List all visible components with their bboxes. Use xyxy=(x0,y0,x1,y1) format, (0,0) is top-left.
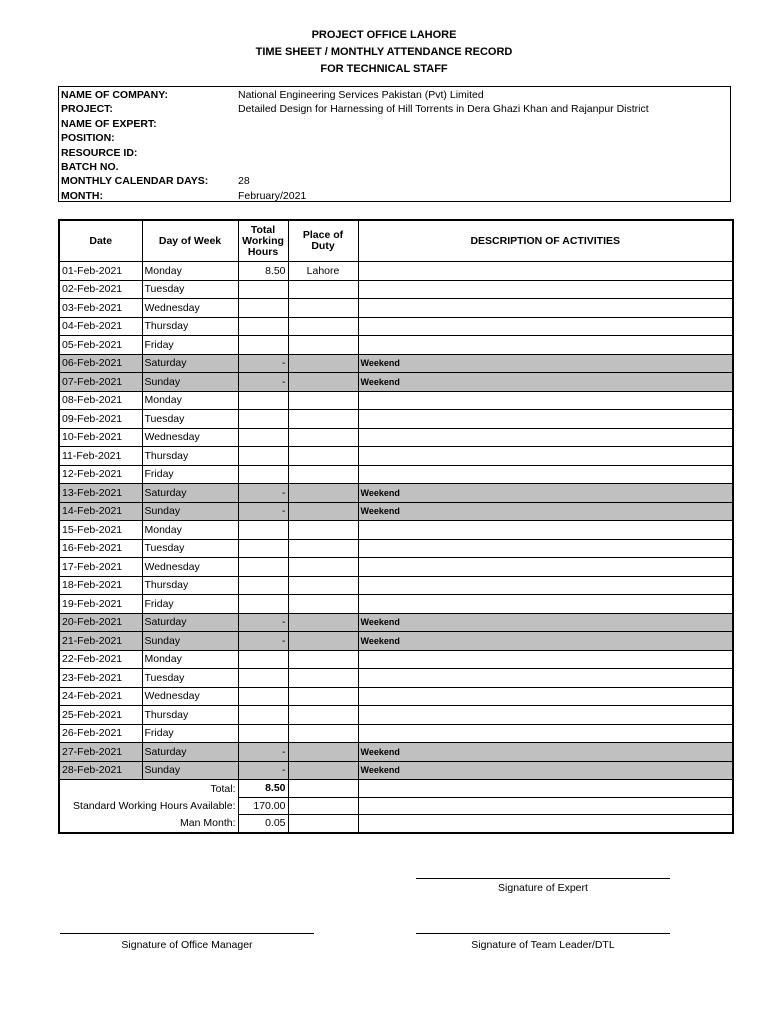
cell-description xyxy=(358,539,733,558)
team-leader-signature-label: Signature of Team Leader/DTL xyxy=(471,939,615,951)
table-row xyxy=(59,595,733,614)
table-row xyxy=(59,280,733,299)
cell-day: Thursday xyxy=(142,317,238,336)
table-row xyxy=(59,558,733,577)
cell-place xyxy=(288,595,358,614)
table-row xyxy=(59,447,733,466)
summary-label: Total: xyxy=(59,780,238,798)
info-label: NAME OF COMPANY: xyxy=(61,89,168,101)
cell-hours xyxy=(238,650,288,669)
cell-hours xyxy=(238,576,288,595)
info-label: MONTH: xyxy=(61,189,103,202)
cell-place xyxy=(288,410,358,429)
cell-place: Lahore xyxy=(288,262,358,281)
cell-date: 22-Feb-2021 xyxy=(59,650,142,669)
table-row xyxy=(59,521,733,540)
summary-empty-cell xyxy=(358,797,733,815)
info-value: National Engineering Services Pakistan (Pvt) Limited xyxy=(238,89,484,101)
cell-description xyxy=(358,336,733,355)
cell-day: Sunday xyxy=(142,761,238,780)
cell-description xyxy=(358,687,733,706)
summary-empty-cell xyxy=(358,780,733,798)
cell-description xyxy=(358,465,733,484)
cell-date: 07-Feb-2021 xyxy=(59,373,142,392)
cell-day: Wednesday xyxy=(142,558,238,577)
info-label: BATCH NO. xyxy=(61,160,119,173)
summary-row xyxy=(59,815,733,833)
cell-place xyxy=(288,317,358,336)
cell-description xyxy=(358,521,733,540)
cell-date: 23-Feb-2021 xyxy=(59,669,142,688)
cell-place xyxy=(288,484,358,503)
cell-description xyxy=(358,428,733,447)
cell-description xyxy=(358,724,733,743)
cell-date: 02-Feb-2021 xyxy=(59,280,142,299)
cell-hours xyxy=(238,687,288,706)
cell-description: Weekend xyxy=(358,502,733,521)
cell-hours xyxy=(238,706,288,725)
info-row xyxy=(59,131,730,145)
table-row xyxy=(59,317,733,336)
info-row xyxy=(59,88,730,102)
cell-hours xyxy=(238,391,288,410)
cell-hours xyxy=(238,558,288,577)
cell-description: Weekend xyxy=(358,613,733,632)
document-title xyxy=(0,27,768,78)
cell-place xyxy=(288,558,358,577)
cell-date: 26-Feb-2021 xyxy=(59,724,142,743)
cell-date: 25-Feb-2021 xyxy=(59,706,142,725)
table-row xyxy=(59,761,733,780)
table-row xyxy=(59,706,733,725)
cell-hours xyxy=(238,410,288,429)
cell-day: Wednesday xyxy=(142,687,238,706)
expert-signature-label: Signature of Expert xyxy=(498,882,588,894)
cell-day: Thursday xyxy=(142,576,238,595)
table-row xyxy=(59,373,733,392)
table-row xyxy=(59,743,733,762)
cell-place xyxy=(288,336,358,355)
office-manager-signature-line xyxy=(60,933,314,934)
cell-place xyxy=(288,465,358,484)
cell-description: Weekend xyxy=(358,632,733,651)
table-row xyxy=(59,428,733,447)
cell-date: 09-Feb-2021 xyxy=(59,410,142,429)
cell-place xyxy=(288,761,358,780)
table-row xyxy=(59,484,733,503)
table-row xyxy=(59,632,733,651)
cell-date: 16-Feb-2021 xyxy=(59,539,142,558)
cell-day: Monday xyxy=(142,650,238,669)
info-box xyxy=(58,86,731,202)
team-leader-signature-line xyxy=(416,933,670,934)
cell-day: Friday xyxy=(142,465,238,484)
cell-place xyxy=(288,669,358,688)
summary-empty-cell xyxy=(358,815,733,833)
column-header-description: DESCRIPTION OF ACTIVITIES xyxy=(358,220,733,262)
cell-place xyxy=(288,428,358,447)
cell-day: Thursday xyxy=(142,706,238,725)
cell-hours xyxy=(238,521,288,540)
cell-place xyxy=(288,687,358,706)
table-row xyxy=(59,669,733,688)
cell-description xyxy=(358,317,733,336)
cell-date: 03-Feb-2021 xyxy=(59,299,142,318)
info-row xyxy=(59,102,730,116)
cell-place xyxy=(288,650,358,669)
table-row xyxy=(59,502,733,521)
cell-place xyxy=(288,391,358,410)
cell-place xyxy=(288,354,358,373)
cell-hours xyxy=(238,465,288,484)
cell-hours xyxy=(238,428,288,447)
cell-day: Tuesday xyxy=(142,410,238,429)
expert-signature-line xyxy=(416,878,670,879)
cell-day: Tuesday xyxy=(142,669,238,688)
info-value: February/2021 xyxy=(238,189,307,202)
cell-hours xyxy=(238,595,288,614)
summary-empty-cell xyxy=(288,815,358,833)
cell-hours xyxy=(238,539,288,558)
cell-day: Wednesday xyxy=(142,299,238,318)
cell-day: Friday xyxy=(142,595,238,614)
cell-description xyxy=(358,262,733,281)
cell-description: Weekend xyxy=(358,484,733,503)
cell-hours xyxy=(238,280,288,299)
info-label: MONTHLY CALENDAR DAYS: xyxy=(61,175,209,188)
cell-hours xyxy=(238,669,288,688)
table-row xyxy=(59,539,733,558)
cell-hours xyxy=(238,447,288,466)
summary-value: 170.00 xyxy=(238,797,288,815)
cell-hours: - xyxy=(238,632,288,651)
info-row xyxy=(59,189,730,203)
cell-date: 17-Feb-2021 xyxy=(59,558,142,577)
cell-date: 13-Feb-2021 xyxy=(59,484,142,503)
cell-date: 20-Feb-2021 xyxy=(59,613,142,632)
table-row xyxy=(59,336,733,355)
table-row xyxy=(59,465,733,484)
cell-date: 14-Feb-2021 xyxy=(59,502,142,521)
cell-description xyxy=(358,447,733,466)
table-row xyxy=(59,613,733,632)
cell-description xyxy=(358,576,733,595)
info-row xyxy=(59,117,730,131)
cell-day: Monday xyxy=(142,391,238,410)
cell-date: 06-Feb-2021 xyxy=(59,354,142,373)
cell-day: Friday xyxy=(142,724,238,743)
cell-place xyxy=(288,502,358,521)
cell-date: 19-Feb-2021 xyxy=(59,595,142,614)
info-value: 28 xyxy=(238,175,250,188)
cell-description: Weekend xyxy=(358,761,733,780)
info-row xyxy=(59,174,730,188)
cell-hours: - xyxy=(238,613,288,632)
cell-place xyxy=(288,632,358,651)
cell-place xyxy=(288,299,358,318)
table-row xyxy=(59,410,733,429)
cell-hours: - xyxy=(238,743,288,762)
cell-description xyxy=(358,558,733,577)
table-row xyxy=(59,391,733,410)
cell-day: Monday xyxy=(142,521,238,540)
cell-place xyxy=(288,373,358,392)
cell-date: 01-Feb-2021 xyxy=(59,262,142,281)
info-value: Detailed Design for Harnessing of Hill Torrents in Dera Ghazi Khan and Rajanpur District xyxy=(238,103,649,116)
cell-place xyxy=(288,724,358,743)
column-header-day: Day of Week xyxy=(142,220,238,262)
cell-place xyxy=(288,447,358,466)
table-row xyxy=(59,262,733,281)
cell-place xyxy=(288,576,358,595)
attendance-table xyxy=(58,219,734,834)
table-row xyxy=(59,687,733,706)
cell-day: Saturday xyxy=(142,484,238,503)
cell-place xyxy=(288,743,358,762)
cell-date: 28-Feb-2021 xyxy=(59,761,142,780)
cell-description xyxy=(358,669,733,688)
cell-day: Sunday xyxy=(142,502,238,521)
cell-description xyxy=(358,650,733,669)
cell-date: 15-Feb-2021 xyxy=(59,521,142,540)
cell-hours xyxy=(238,336,288,355)
title-line-office: PROJECT OFFICE LAHORE xyxy=(311,29,457,41)
table-row xyxy=(59,299,733,318)
cell-hours xyxy=(238,299,288,318)
info-row xyxy=(59,160,730,174)
office-manager-signature-label: Signature of Office Manager xyxy=(121,939,253,951)
cell-description: Weekend xyxy=(358,373,733,392)
cell-date: 08-Feb-2021 xyxy=(59,391,142,410)
cell-date: 18-Feb-2021 xyxy=(59,576,142,595)
cell-day: Tuesday xyxy=(142,539,238,558)
table-row xyxy=(59,354,733,373)
cell-date: 11-Feb-2021 xyxy=(59,447,142,466)
cell-day: Sunday xyxy=(142,632,238,651)
cell-hours xyxy=(238,317,288,336)
cell-day: Monday xyxy=(142,262,238,281)
cell-date: 27-Feb-2021 xyxy=(59,743,142,762)
cell-place xyxy=(288,539,358,558)
info-row xyxy=(59,146,730,160)
cell-day: Saturday xyxy=(142,354,238,373)
cell-date: 21-Feb-2021 xyxy=(59,632,142,651)
summary-value: 8.50 xyxy=(238,780,288,798)
cell-description xyxy=(358,595,733,614)
cell-hours: - xyxy=(238,484,288,503)
cell-day: Sunday xyxy=(142,373,238,392)
cell-date: 12-Feb-2021 xyxy=(59,465,142,484)
table-row xyxy=(59,650,733,669)
cell-description xyxy=(358,410,733,429)
column-header-hours: Total Working Hours xyxy=(238,220,288,262)
cell-day: Saturday xyxy=(142,613,238,632)
info-label: NAME OF EXPERT: xyxy=(61,117,157,130)
cell-description: Weekend xyxy=(358,743,733,762)
info-label: PROJECT: xyxy=(61,103,113,116)
summary-empty-cell xyxy=(288,797,358,815)
summary-label: Standard Working Hours Available: xyxy=(59,797,238,815)
cell-hours: - xyxy=(238,354,288,373)
cell-place xyxy=(288,521,358,540)
cell-day: Thursday xyxy=(142,447,238,466)
column-header-place: Place of Duty xyxy=(288,220,358,262)
cell-description xyxy=(358,299,733,318)
cell-day: Tuesday xyxy=(142,280,238,299)
cell-description xyxy=(358,280,733,299)
table-row xyxy=(59,724,733,743)
cell-day: Friday xyxy=(142,336,238,355)
cell-hours: - xyxy=(238,761,288,780)
cell-day: Saturday xyxy=(142,743,238,762)
column-header-date: Date xyxy=(59,220,142,262)
cell-place xyxy=(288,706,358,725)
title-line-staff: FOR TECHNICAL STAFF xyxy=(320,63,448,75)
info-label: POSITION: xyxy=(61,132,115,145)
cell-hours: - xyxy=(238,373,288,392)
summary-value: 0.05 xyxy=(238,815,288,833)
cell-hours: 8.50 xyxy=(238,262,288,281)
cell-place xyxy=(288,613,358,632)
cell-description xyxy=(358,391,733,410)
info-label: RESOURCE ID: xyxy=(61,146,138,159)
table-row xyxy=(59,576,733,595)
summary-empty-cell xyxy=(288,780,358,798)
summary-row xyxy=(59,780,733,798)
table-header-row xyxy=(59,220,733,262)
cell-description: Weekend xyxy=(358,354,733,373)
cell-date: 24-Feb-2021 xyxy=(59,687,142,706)
summary-row xyxy=(59,797,733,815)
cell-place xyxy=(288,280,358,299)
cell-date: 04-Feb-2021 xyxy=(59,317,142,336)
summary-label: Man Month: xyxy=(59,815,238,833)
title-line-timesheet: TIME SHEET / MONTHLY ATTENDANCE RECORD xyxy=(255,46,513,58)
cell-date: 05-Feb-2021 xyxy=(59,336,142,355)
cell-hours xyxy=(238,724,288,743)
cell-date: 10-Feb-2021 xyxy=(59,428,142,447)
cell-description xyxy=(358,706,733,725)
cell-day: Wednesday xyxy=(142,428,238,447)
cell-hours: - xyxy=(238,502,288,521)
